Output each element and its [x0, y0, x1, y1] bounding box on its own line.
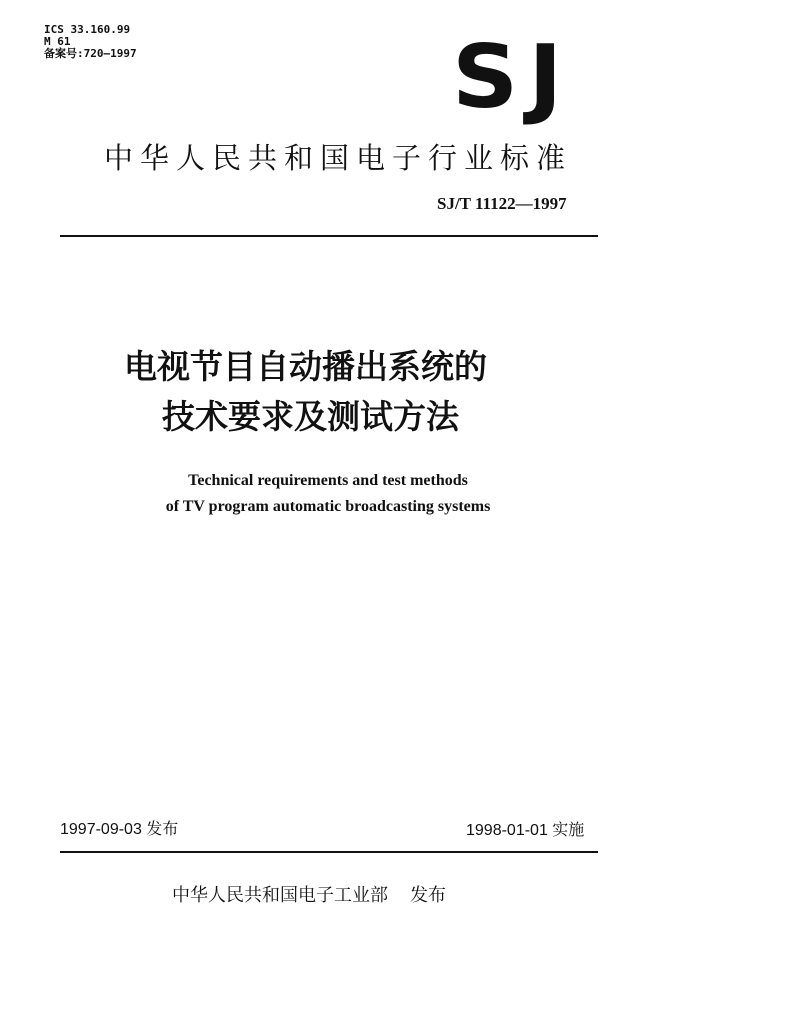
ics-code: ICS 33.160.99 — [44, 23, 131, 36]
implement-date: 1998-01-01 实施 — [466, 822, 585, 839]
header-divider — [60, 235, 598, 237]
issued-label: 发布 — [410, 885, 446, 906]
ccs-code: M 61 — [44, 35, 71, 48]
issuer-line — [172, 884, 446, 908]
sj-logo: SJ — [452, 26, 573, 129]
footer-divider — [60, 851, 598, 853]
title-en-line1: Technical requirements and test methods — [188, 472, 468, 489]
issuer-name: 中华人民共和国电子工业部 — [172, 885, 388, 906]
industry-standard-title: 中华人民共和国电子行业标准 — [104, 141, 573, 175]
standard-number: SJ/T 11122—1997 — [437, 194, 567, 213]
issue-date: 1997-09-03 发布 — [60, 821, 179, 838]
filing-number: 备案号:720—1997 — [44, 47, 137, 60]
title-en-line2: of TV program automatic broadcasting systems — [165, 498, 491, 515]
title-cn-line1: 电视节目自动播出系统的 — [124, 347, 487, 386]
title-cn-line2: 技术要求及测试方法 — [162, 397, 459, 436]
